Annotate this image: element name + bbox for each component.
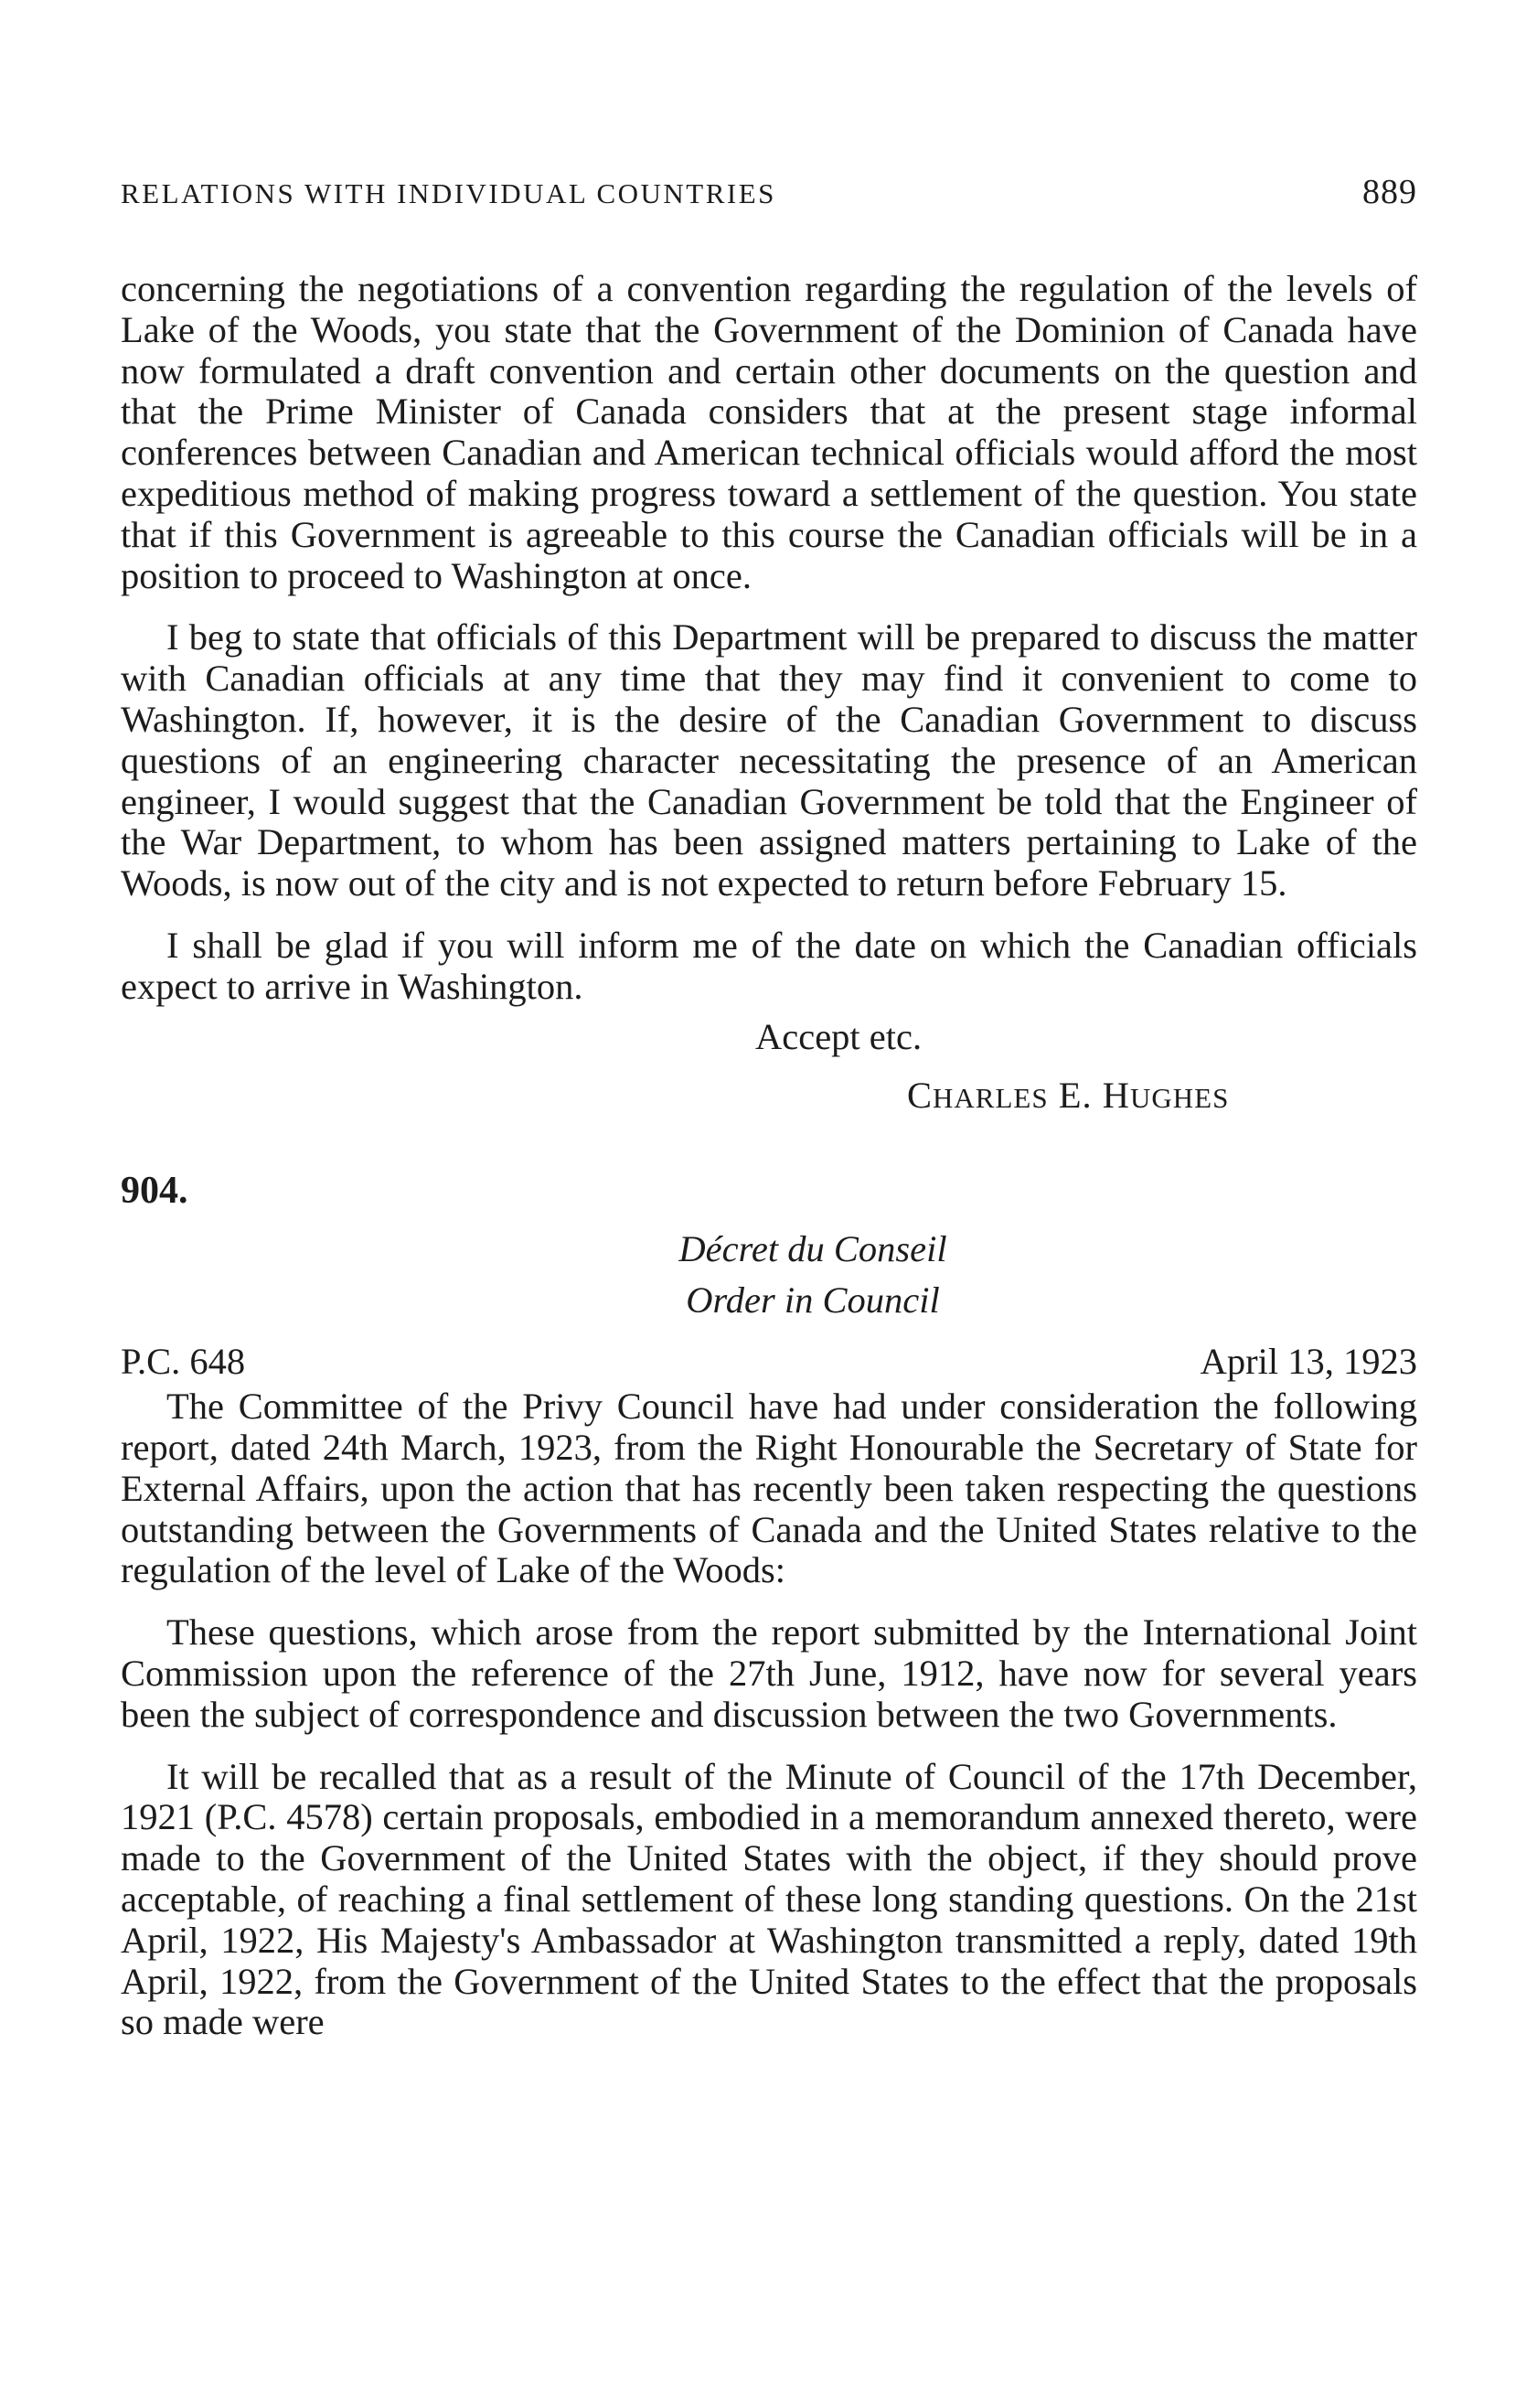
document-date: April 13, 1923 (1200, 1341, 1417, 1383)
document-meta (121, 1339, 1417, 1385)
letter-paragraph-2: I beg to state that officials of this Department will be prepared to discuss the matter with Canadian officials at any time that they may find it convenient to come to Washington. If, however, it is the desire of the Canadian Government to discuss questions of an engineering character necessitating the presence of an American engineer, I would suggest that the Canadian Government be told that the Engineer of the War Department, to whom has been assigned matters pertaining to Lake of the Woods, is now out of the city and is not expected to return before February 15. (121, 616, 1417, 904)
document-title-french: Décret du Conseil (678, 1228, 947, 1270)
signature-first-initial: C (907, 1075, 934, 1117)
letter-paragraph-1: concerning the negotiations of a convention regarding the regulation of the levels of Lake of the Woods, you state that the Government of the Dominion of Canada have now formulated a draft convention and certain other documents on the question and that the Prime Minister of Canada considers that at the present stage informal conferences between Canadian and American technical officials would afford the most expeditious method of making progress toward a settlement of the question. You state that if this Government is agreeable to this course the Canadian officials will be in a position to proceed to Washington at once. (121, 268, 1417, 596)
letter-signature (121, 1076, 1417, 1119)
letter-paragraph-3: I shall be glad if you will inform me of the date on which the Canadian officials expect to arrive in Washington. (121, 924, 1417, 1007)
document-paragraph-2: These questions, which arose from the report submitted by the International Joint Commission upon the reference of the 27th June, 1912, have now for several years been the subject of correspondence and discussion between the two Governments. (121, 1611, 1417, 1735)
document-title-english: Order in Council (686, 1279, 940, 1322)
document-paragraph-1: The Committee of the Privy Council have had under consideration the following report, dated 24th March, 1923, from the Right Honourable the Secretary of State for External Affairs, upon the action that has recently been taken respecting the questions outstanding between the Governments of Canada and the United States relative to the regulation of the level of Lake of the Woods: (121, 1386, 1417, 1591)
document-number: 904. (121, 1170, 188, 1213)
signature-first-rest: HARLES (933, 1082, 1049, 1115)
signature-last-initial: H (1102, 1075, 1130, 1117)
document-paragraph-3: It will be recalled that as a result of the Minute of Council of the 17th December, 1921 (P.C. 4578) certain proposals, embodied in a memorandum annexed thereto, were made to the Government of the United States with the object, if they should prove acceptable, of reaching a final settlement of these long standing questions. On the 21st April, 1922, His Majesty's Ambassador at Washington transmitted a reply, dated 19th April, 1922, from the Government of the United States to the effect that the proposals so made were (121, 1755, 1417, 2043)
signature-last-rest: UGHES (1129, 1082, 1230, 1115)
running-title: RELATIONS WITH INDIVIDUAL COUNTRIES (121, 177, 776, 209)
document-reference: P.C. 648 (121, 1341, 246, 1383)
letter-closing: Accept etc. (755, 1015, 923, 1057)
page-number: 889 (1362, 173, 1417, 211)
document-page (121, 172, 1417, 2043)
running-header (121, 172, 1417, 218)
signature-middle: E. (1058, 1075, 1093, 1117)
